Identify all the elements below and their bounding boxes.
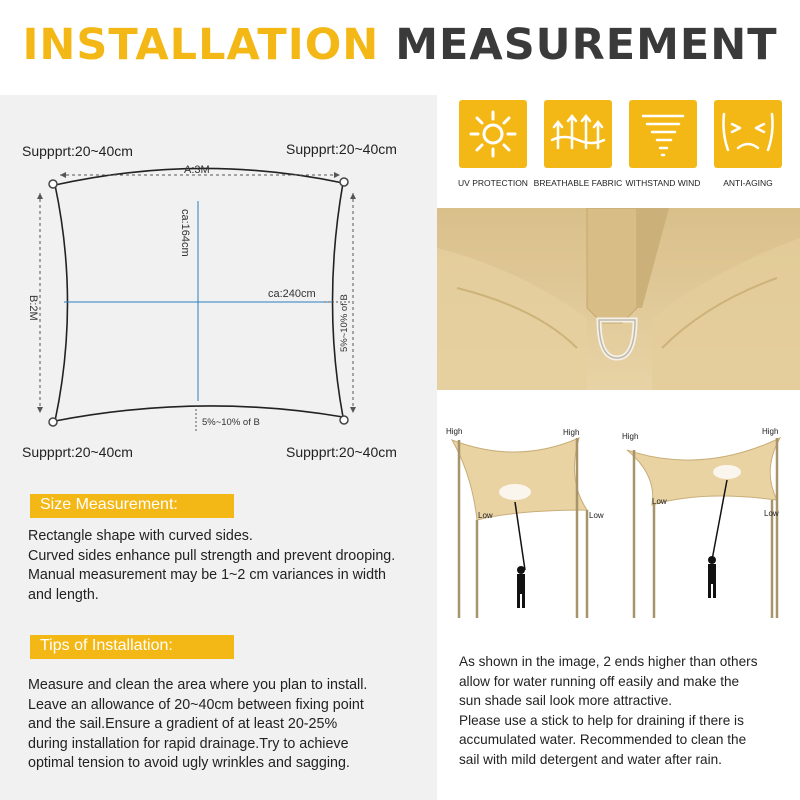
feature-icons (459, 100, 789, 190)
breathable-arrows-icon (544, 100, 612, 168)
scene-label: High (563, 428, 580, 437)
label-curve-bottom: 5%~10% of B (202, 417, 260, 428)
tornado-icon (629, 100, 697, 168)
scene-label: Low (652, 497, 667, 506)
label-ca-horizontal: ca:240cm (268, 288, 316, 300)
size-line: Rectangle shape with curved sides. (28, 528, 253, 544)
drainage-line: Please use a stick to help for draining if there is (459, 712, 744, 728)
tips-line: Leave an allowance of 20~40cm between fixing point (28, 696, 364, 713)
tips-heading: Tips of Installation: (30, 635, 234, 659)
support-label-br: Suppprt:20~40cm (286, 444, 397, 460)
feature-label: BREATHABLE FABRIC (533, 178, 623, 188)
drainage-instructions (459, 652, 794, 770)
measurement-diagram (0, 95, 437, 485)
scene-label: Low (764, 509, 779, 518)
size-line: and length. (28, 586, 99, 603)
installation-scene-left (437, 420, 612, 690)
drainage-line: allow for water running off easily and make the (459, 673, 740, 689)
drainage-line: As shown in the image, 2 ends higher than others (459, 654, 758, 669)
tips-line: during installation for rapid drainage.Try to achieve (28, 735, 349, 752)
support-label-bl: Suppprt:20~40cm (22, 444, 133, 460)
sun-icon (459, 100, 527, 168)
drainage-line: sail with mild detergent and water after rain. (459, 751, 722, 767)
fabric-closeup-photo (437, 208, 800, 390)
corner-ring-bl (49, 418, 57, 426)
label-curve-right: 5%~10% of B (339, 294, 350, 352)
tips-text (28, 676, 423, 774)
scene-label: Low (478, 511, 493, 520)
size-line: Curved sides enhance pull strength and prevent drooping. (28, 547, 396, 564)
support-label-tr: Suppprt:20~40cm (286, 141, 397, 157)
corner-ring-tr (340, 178, 348, 186)
corner-ring-tl (49, 180, 57, 188)
title-word-measurement: MEASUREMENT (395, 20, 778, 70)
page-title (0, 20, 800, 70)
tips-line: and the sail.Ensure a gradient of at least 20-25% (28, 716, 338, 732)
tips-line: Measure and clean the area where you plan to install. (28, 677, 368, 693)
size-line: Manual measurement may be 1~2 cm variances in width (28, 567, 386, 583)
label-side-a: A:3M (184, 164, 210, 176)
scene-label: High (622, 432, 639, 441)
scene-label: High (762, 427, 779, 436)
title-word-installation: INSTALLATION (22, 20, 380, 70)
drainage-line: accumulated water. Recommended to clean the (459, 732, 747, 748)
support-label-tl: Suppprt:20~40cm (22, 143, 133, 159)
feature-label: ANTI-AGING (723, 178, 773, 188)
feature-label: UV PROTECTION (458, 178, 528, 188)
drainage-line: sun shade sail look more attractive. (459, 693, 673, 709)
face-icon (714, 100, 782, 168)
corner-ring-br (340, 416, 348, 424)
label-side-b: B:2M (27, 295, 39, 321)
label-ca-vertical: ca:164cm (179, 209, 191, 257)
feature-label: WITHSTAND WIND (625, 178, 701, 188)
tips-line: optimal tension to avoid ugly wrinkles and sagging. (28, 755, 350, 771)
right-panel (437, 95, 800, 800)
left-panel (0, 95, 437, 800)
scene-label: High (446, 427, 463, 436)
scene-label: Low (589, 511, 604, 520)
installation-scene-right (612, 420, 800, 690)
size-measurement-heading: Size Measurement: (30, 494, 234, 518)
size-measurement-text (28, 527, 423, 605)
